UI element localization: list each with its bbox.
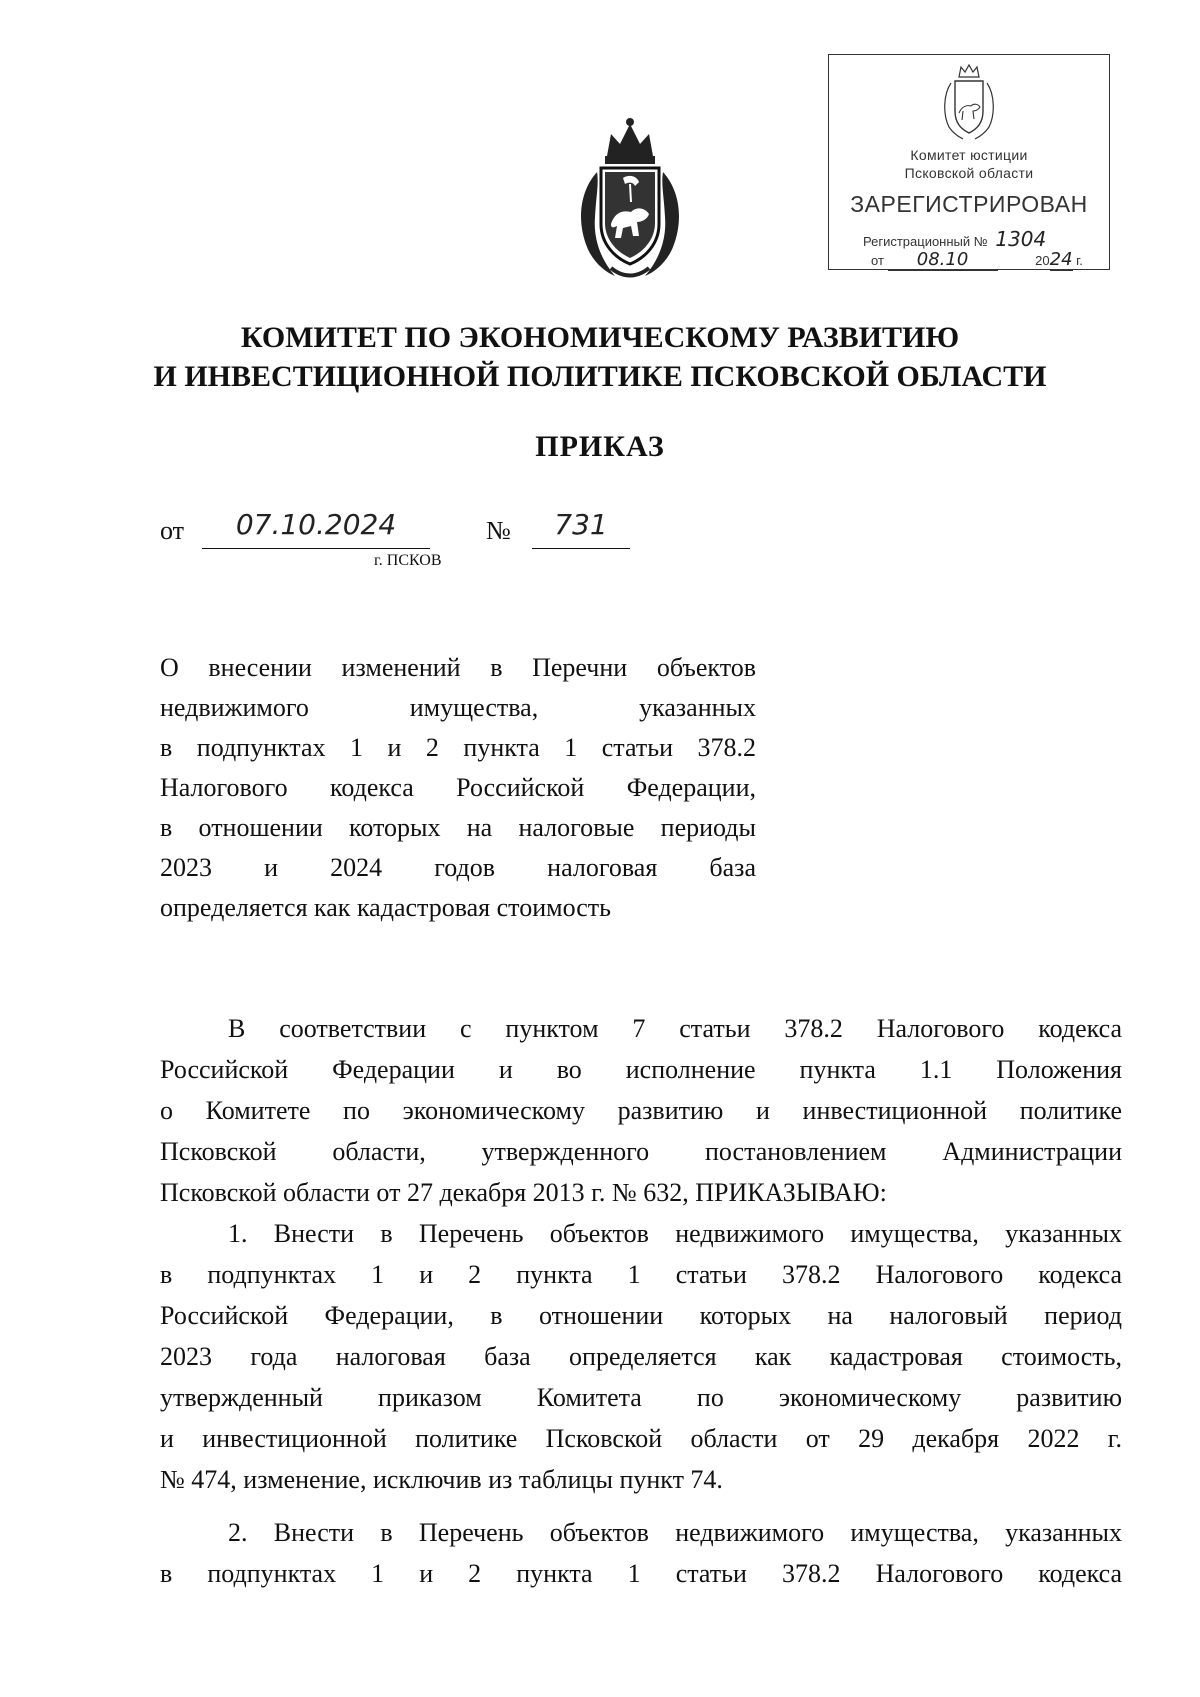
order-date-prefix: от (160, 516, 185, 545)
stamp-reg-label: Регистрационный № (863, 234, 988, 249)
stamp-year-prefix: 20 (1035, 253, 1050, 268)
body-line: утвержденный приказом Комитета по экономическому развитию (160, 1383, 1122, 1412)
body-line: № 474, изменение, исключив из таблицы пункт 74. (160, 1465, 723, 1494)
body-line: 1. Внести в Перечень объектов недвижимого имущества, указанных (228, 1219, 1122, 1248)
order-title (160, 648, 756, 928)
title-line: в отношении которых на налоговые периоды (160, 813, 756, 842)
stamp-date-row (871, 249, 1083, 271)
stamp-line-1: Комитет юстиции (910, 147, 1028, 163)
stamp-year-suffix: 24 (1049, 249, 1073, 270)
paragraph-gap (160, 1500, 1122, 1512)
stamp-date-underline (888, 249, 998, 271)
title-line: недвижимого имущества, указанных (160, 693, 756, 722)
organization-name-line-2: И ИНВЕСТИЦИОННОЙ ПОЛИТИКЕ ПСКОВСКОЙ ОБЛАСТИ (153, 360, 1047, 393)
title-line: в подпунктах 1 и 2 пункта 1 статьи 378.2 (160, 733, 756, 762)
organization-name-line-1: КОМИТЕТ ПО ЭКОНОМИЧЕСКОМУ РАЗВИТИЮ (240, 321, 960, 354)
registration-stamp (828, 54, 1110, 270)
body-line: 2. Внести в Перечень объектов недвижимого имущества, указанных (228, 1518, 1122, 1547)
body-line: в подпунктах 1 и 2 пункта 1 статьи 378.2 Налогового кодекса (160, 1559, 1122, 1588)
stamp-line-2: Псковской области (904, 165, 1034, 181)
title-line: Налогового кодекса Российской Федерации, (160, 773, 756, 802)
body-line: Российской Федерации, в отношении которых на налоговый период (160, 1301, 1122, 1330)
body-line: в подпунктах 1 и 2 пункта 1 статьи 378.2 Налогового кодекса (160, 1260, 1122, 1289)
order-city: г. ПСКОВ (374, 552, 442, 569)
order-number-prefix: № (486, 516, 511, 545)
order-number: 731 (532, 508, 630, 549)
title-line: 2023 и 2024 годов налоговая база (160, 853, 756, 882)
body-line: и инвестиционной политике Псковской области от 29 декабря 2022 г. (160, 1424, 1122, 1453)
stamp-date-prefix: от (871, 253, 884, 268)
organization-name (0, 318, 1200, 396)
body-line: 2023 года налоговая база определяется как кадастровая стоимость, (160, 1342, 1122, 1371)
body-line: В соответствии с пунктом 7 статьи 378.2 Налогового кодекса (228, 1014, 1122, 1043)
stamp-reg-number-row (863, 227, 1046, 251)
order-date: 07.10.2024 (202, 508, 430, 549)
stamp-coat-of-arms-icon (941, 63, 997, 141)
order-date-number-row (160, 508, 630, 556)
title-line: определяется как кадастровая стоимость (160, 893, 611, 922)
document-type: ПРИКАЗ (535, 430, 665, 463)
stamp-date-value: 08.10 (916, 249, 969, 270)
coat-of-arms-icon (575, 112, 685, 282)
stamp-reg-number: 1304 (995, 227, 1047, 251)
body-line: о Комитете по экономическому развитию и инвестиционной политике (160, 1096, 1122, 1125)
body-line: Российской Федерации и во исполнение пункта 1.1 Положения (160, 1055, 1122, 1084)
stamp-year-underline (1050, 249, 1073, 271)
title-line: О внесении изменений в Перечни объектов (160, 653, 756, 682)
stamp-status: ЗАРЕГИСТРИРОВАН (850, 191, 1088, 217)
order-body (160, 1008, 1122, 1594)
body-line: Псковской области, утвержденного постановлением Администрации (160, 1137, 1122, 1166)
body-line: Псковской области от 27 декабря 2013 г. № 632, ПРИКАЗЫВАЮ: (160, 1178, 887, 1207)
stamp-year-end: г. (1076, 253, 1083, 268)
